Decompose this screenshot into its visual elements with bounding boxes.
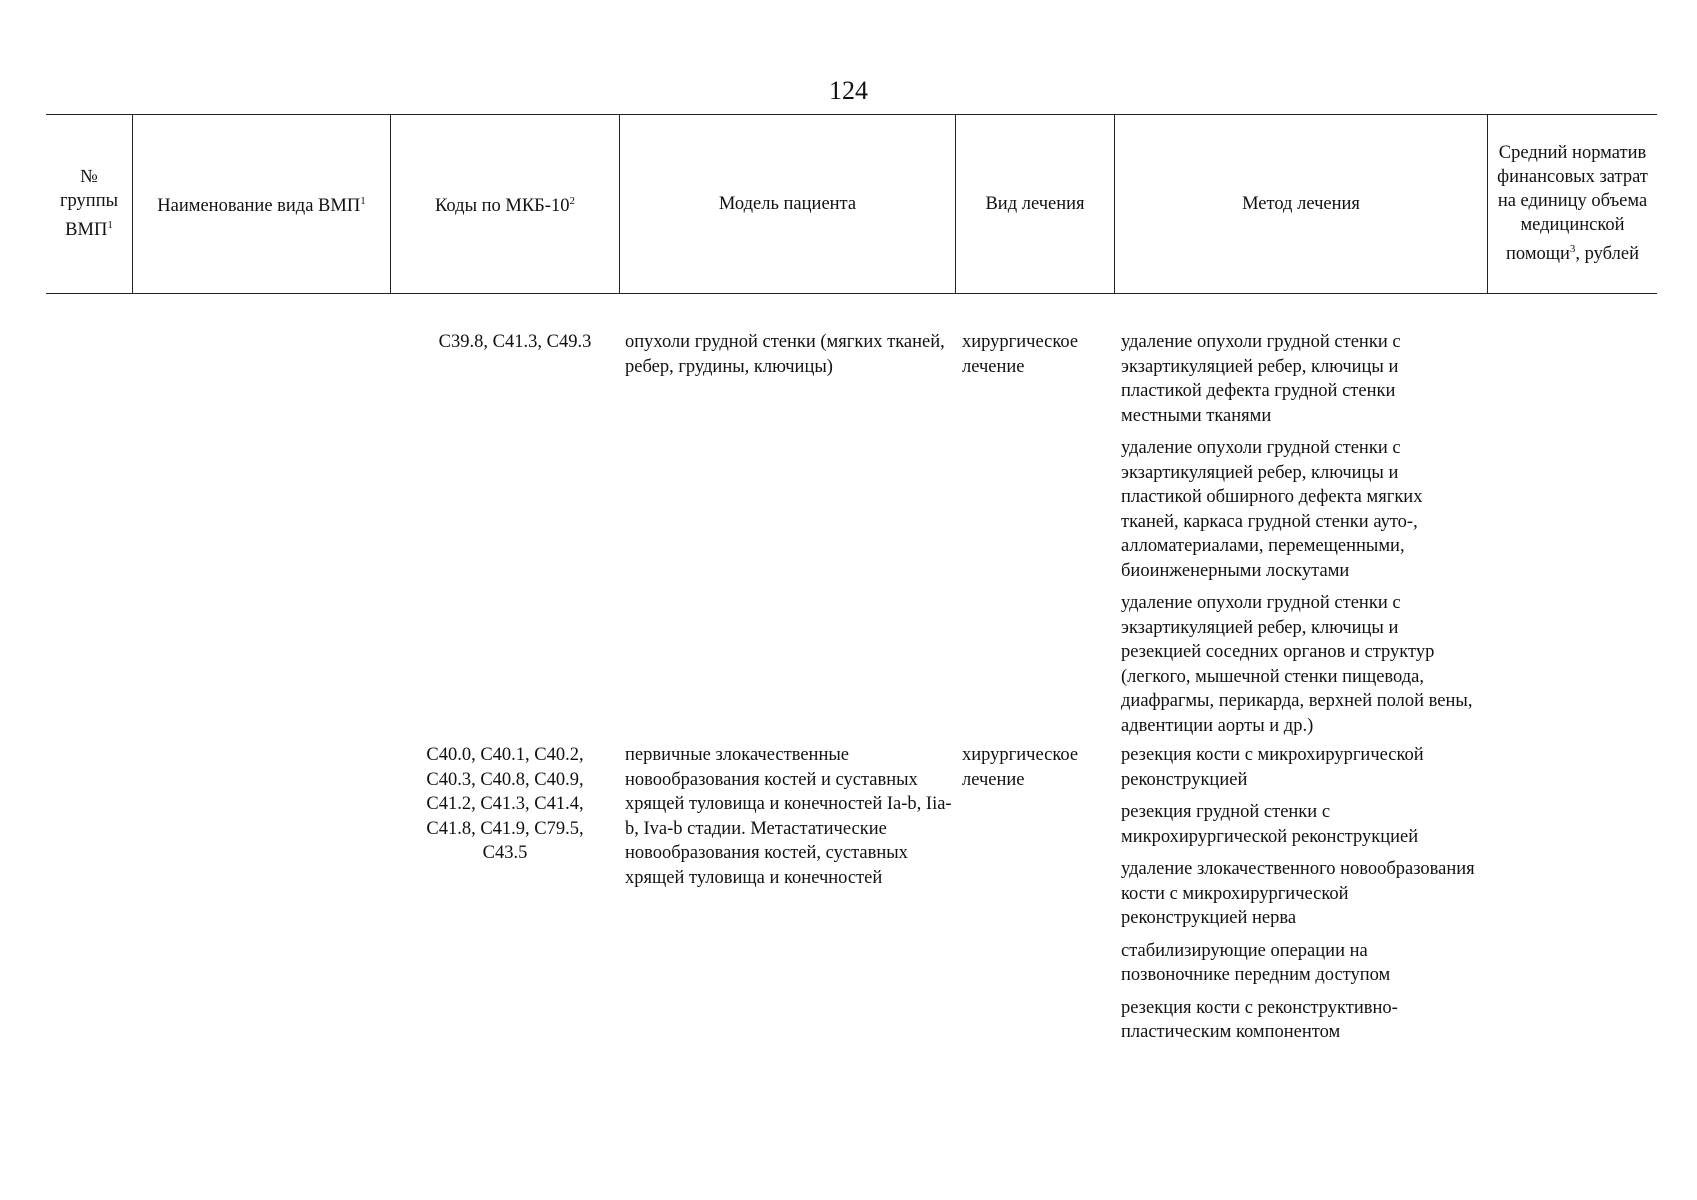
header-vmp-name [132, 115, 390, 293]
method-item: удаление опухоли грудной стенки с экзартикуляцией ребер, ключицы и пластикой дефекта грудной стенки местными тканями [1121, 332, 1401, 426]
method-item: резекция кости с микрохирургической реконструкцией [1121, 745, 1424, 790]
footnote-mark: 1 [107, 219, 113, 232]
row-1-patient-model: опухоли грудной стенки (мягких тканей, ребер, грудины, ключицы) [625, 332, 945, 377]
method-item: резекция кости с реконструктивно-пластическим компонентом [1121, 997, 1398, 1042]
header-treatment-type [955, 115, 1114, 293]
header-icd-codes [390, 115, 619, 293]
footnote-mark: 1 [360, 195, 366, 208]
row-2-methods [1121, 743, 1476, 1053]
table-header [46, 114, 1657, 294]
header-treatment-method [1114, 115, 1487, 293]
row-2-patient-model: первичные злокачественные новообразования костей и суставных хрящей туловища и конечностей Ia-b, Iia-b, Iva-b стадии. Метастатические новообразования костей, суставных хрящей туловища и конечностей [625, 745, 952, 888]
header-icd-codes-text: Коды по МКБ-10 [435, 196, 570, 217]
header-patient-model-text: Модель пациента [718, 194, 857, 214]
row-1-methods [1121, 330, 1476, 746]
footnote-mark: 3 [1569, 243, 1576, 256]
header-group-no [46, 115, 132, 293]
header-group-no-text: № группы ВМП [59, 167, 119, 241]
row-1-codes: C39.8, C41.3, C49.3 [438, 332, 592, 352]
row-2-treatment-type: хирургическое лечение [962, 745, 1079, 790]
header-cost [1487, 115, 1657, 293]
method-item: резекция грудной стенки с микрохирургической реконструкцией [1121, 802, 1419, 847]
header-patient-model [619, 115, 955, 293]
row-2-codes: C40.0, C40.1, C40.2, C40.3, C40.8, C40.9, C41.2, C41.3, C41.4, C41.8, C41.9, C79.5, C43.5 [426, 745, 584, 863]
method-item: стабилизирующие операции на позвоночнике передним доступом [1121, 940, 1391, 985]
method-item: удаление злокачественного новообразования кости с микрохирургической реконструкцией нерва [1121, 859, 1475, 928]
header-treatment-method-text: Метод лечения [1242, 194, 1360, 214]
method-item: удаление опухоли грудной стенки с экзартикуляцией ребер, ключицы и резекцией соседних органов и структур (легкого, мышечной стенки пищевода, диафрагмы, перикарда, верхней полой вены, адвентиции аорты и др.) [1121, 593, 1473, 736]
method-item: удаление опухоли грудной стенки с экзартикуляцией ребер, ключицы и пластикой обширного дефекта мягких тканей, каркаса грудной стенки ауто-, алломатериалами, перемещенными, биоинженерными лоскутами [1121, 438, 1423, 581]
header-cost-text: Средний норматив финансовых затрат на единицу объема медицинской помощи [1497, 143, 1648, 265]
header-vmp-name-text: Наименование вида ВМП [157, 196, 361, 217]
header-cost-suffix: , рублей [1575, 244, 1639, 265]
row-1-treatment-type: хирургическое лечение [962, 332, 1079, 377]
page-number: 124 [829, 76, 868, 105]
footnote-mark: 2 [569, 195, 575, 208]
header-treatment-type-text: Вид лечения [985, 194, 1085, 214]
